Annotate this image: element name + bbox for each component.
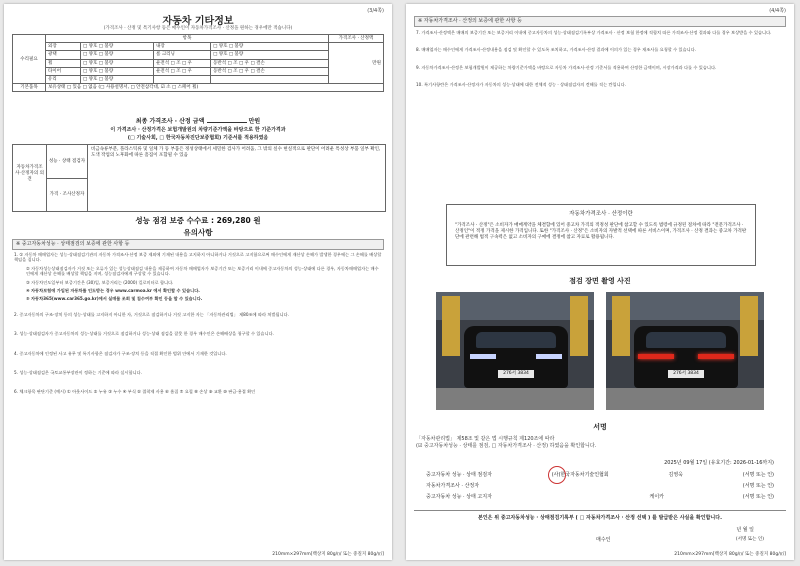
document-page-4 bbox=[406, 4, 794, 560]
repair-table bbox=[12, 34, 384, 92]
list-item: ④ 자동차보험에 가입된 자동차를 인도받는 경우 www.carmoa.kr 에서 확인할 수 있습니다. bbox=[26, 288, 200, 294]
price-header: 가격조사 · 산정액 bbox=[329, 35, 384, 43]
special-notes-box bbox=[12, 144, 386, 212]
page-footer: 210mm×297mm[백상지 80g/㎡ 또는 중질지 80g/㎡] bbox=[272, 552, 384, 557]
final-price-label: 최종 가격조사 · 산정 금액 bbox=[135, 118, 205, 125]
list-item: 2. 중고자동차의 구조·장치 등의 성능·상태를 고지하지 아니한 자, 거짓으로 점검하거나 거짓 고지한 자는 「자동차관리법」 제80조에 따라 처벌됩니다. bbox=[14, 311, 289, 317]
notice-title: 자동차가격조사 · 산정이란 bbox=[569, 211, 633, 217]
rear-photo bbox=[606, 292, 764, 410]
document-page-3 bbox=[4, 4, 392, 560]
list-item: ② 자동차성능상태점검자가 거짓 또는 오류가 있는 성능상태점검 내용을 제공하여 자동차 매매업자가 보증기간 또는 보증거리 이내에 중고자동차의 성능·상태에 다른 경우, 자동차매매업자는 매수인에게 제산상 손해를 배상할 책임을 지며, 성능점검자에게 구상할 수 있습니다. bbox=[26, 265, 379, 277]
signature-row: 중고자동차 성능 · 상태 점검자 (사)한국자동차기술인협회 김영욱 (서명 또는 인) bbox=[426, 472, 774, 478]
seal-stamp bbox=[548, 466, 566, 484]
table-row: 유리 □ 양호 □ 불량 bbox=[13, 75, 384, 83]
photo-title: 점검 장면 촬영 사진 bbox=[569, 277, 631, 285]
notice-paragraphs bbox=[14, 252, 382, 395]
list-item: 8. 매매업자는 매수인에게 가격조사·산정내용을 점검 및 확인할 수 있도록 조치하고, 가격조사·산정 결과에 이의가 있는 경우 재조사를 요청할 수 있습니다. bbox=[416, 47, 697, 53]
list-item: 9. 자동차가격조사·산정은 보험개발원이 제공하는 차량기준가액을 바탕으로 자동차 가격조사·산정 기준서를 적용하여 산정한 금액이며, 시장가격과 다를 수 있습니다. bbox=[416, 64, 717, 70]
special-sub-1: 성능 · 상태 점검자 bbox=[47, 145, 88, 179]
signature-row: 중고자동차 성능 · 상태 고지자 케이카 (서명 또는 인) bbox=[426, 494, 774, 500]
table-row: 타이어 □ 양호 □ 불량 운전석 □ 조 □ 우 동반석 □ 조 □ 우 □ 결손 bbox=[13, 67, 384, 75]
list-item: ③ 자동차인도일부터 보증기간은 (30)일, 보증거리는 (2000) 킬로미터로 합니다. bbox=[26, 279, 174, 285]
license-plate: 276서 3834 bbox=[498, 370, 534, 378]
page-title: 자동차 기타정보 bbox=[162, 16, 234, 27]
final-price-unit: 만원 bbox=[248, 118, 261, 125]
price-note: 이 가격조사 · 산정가격은 보험개발원의 차량기준가액을 바탕으로 한 기준가격과 bbox=[110, 127, 286, 133]
signature-block bbox=[426, 470, 774, 503]
list-item: 5. 성능·상태점검은 국토교통부장관이 정하는 기준에 따라 실시합니다. bbox=[14, 370, 142, 376]
buyer-signature: (서명 또는 인) bbox=[735, 537, 764, 542]
front-photo bbox=[436, 292, 594, 410]
list-item: ⑤ 자동차365(www.car365.go.kr)에서 실매물 조회 및 침수여부 확인 등을 할 수 있습니다. bbox=[26, 296, 203, 302]
section-header: ※ 자동차가격조사 · 산정의 보증에 관한 사항 등 bbox=[414, 16, 786, 27]
list-item: 4. 중고자동차에 인정된 사고 유무 및 특기사항은 점검자가 구조·장치 등을 직접 확인한 범위 안에서 기재한 것입니다. bbox=[14, 350, 227, 356]
receipt-date: 년 월 일 bbox=[736, 527, 754, 533]
table-header: 항목 bbox=[46, 35, 329, 43]
signature-row: 자동차가격조사 · 산정자 (서명 또는 인) bbox=[426, 483, 774, 489]
special-sub-2: 가격 · 조사산정자 bbox=[47, 178, 88, 211]
page-subtitle: (가격조사 · 산정 및 특기사항 등은 매수인이 자동차가격조사 · 산정을 원하는 경우에만 적습니다) bbox=[103, 26, 293, 31]
table-row: 광택 □ 양호 □ 불량 룸 크리닝 □ 양호 □ 불량 bbox=[13, 51, 384, 59]
special-label: 자동차가격조사·산정자의 의견 bbox=[13, 145, 47, 211]
table-row: 기본품목 보유상태 □ 있음 □ 없음 (□ 사용설명서, □ 안전삼각대, ☑ 소 □ 스페어 휠) bbox=[13, 84, 384, 92]
list-item: 6. 체크항목 판단기준 (예시) ① 아웃사이드 ② 누유 ③ 누수 ④ 부식 ⑤ 접착제 사용 ⑥ 흠집 ⑦ 요철 ⑧ 손상 ⑨ 교환 ⑩ 판금·용접 확인 bbox=[14, 389, 256, 395]
page-footer: 210mm×297mm[백상지 80g/㎡ 또는 중질지 80g/㎡] bbox=[674, 552, 786, 557]
list-item: 10. 특기사항란은 가격조사·산정자가 자동차의 성능·상태에 대한 전체적 성능 · 상태점검자의 견해를 적는 칸입니다. bbox=[416, 82, 626, 88]
license-plate: 276서 3834 bbox=[668, 370, 704, 378]
notice-text: "가격조사 · 산정"은 소비자가 매매계약을 체결함에 있어 중고차 가격의 적정성 판단에 참고할 수 있도록 법령에 규정된 절차에 따라 "전문가격조사 · 산정인"이 적정 가격을 제시한 가격입니다. 또한 "가격조사 · 산정"은 소비자의 자발적 선택에 따른 서비스이며, 가격조사 · 산정 결과는 중고차 가격판단에 관련해 법적 구속력은 없고 소비자의 구매에 결정에 참고 자료로 활용됩니다. bbox=[455, 223, 747, 240]
receipt-text: 본인은 위 중고자동차성능 · 상태점검기록부 ( □ 자동차가격조사 · 산정 선택 ) 를 발급받은 사실을 확인합니다. bbox=[478, 515, 722, 521]
notice-paragraphs bbox=[416, 30, 784, 88]
law-text: 「자동차관리법」 제58조 및 같은 법 시행규칙 제120조에 따라 (☑ 중고자동차성능 · 상태를 점검, □ 자동차가격조사 · 산정) 하였음을 확인합니다. bbox=[416, 436, 597, 449]
warranty-fee: 성능 점검 보증 수수료 : 269,280 원 bbox=[135, 216, 261, 225]
sign-date: 2025년 09월 17일 (유효기간: 2026-01-16까지) bbox=[664, 460, 774, 466]
table-row: 외장 □ 양호 □ 불량 내장 □ 양호 □ 불량 만원 bbox=[13, 43, 384, 51]
page-number: (4/4쪽) bbox=[769, 8, 786, 14]
section-label: 수리필요 bbox=[13, 35, 46, 84]
list-item: 1. ① 자동차 매매업자는 성능·상태점검기관의 자동차 가격조사·산정 보증 제외에 기재된 내용을 고지하지 아니하거나 거짓으로 고지함으로써 매수인에게 재산상 손해가 발생한 경우에는 그 손해를 배상할 책임을 집니다. bbox=[14, 252, 382, 263]
price-unit: 만원 bbox=[329, 43, 384, 84]
special-text: 비금속류부분, 플라스틱류 및 일체 가 등 부품은 정성상태에서 세밀한 검사가 어려움, 그 밖의 실수 현실적으로 판단이 어려운 특성상 부품 일부 확인, 도색 작업의 노후화에 따른 흠집이 포함될 수 있음 bbox=[91, 147, 381, 158]
sign-title: 서명 bbox=[593, 423, 607, 431]
table-row: 휠 □ 양호 □ 불량 운전석 □ 조 □ 우 동반석 □ 조 □ 우 □ 결손 bbox=[13, 59, 384, 67]
price-note-2: (□ 기술사회, □ 한국자동차진단보증협회) 기준서를 적용하였음 bbox=[127, 135, 269, 141]
list-item: 3. 성능·상태점검자가 중고자동차의 성능·상태를 거짓으로 점검하거나 성능·상태 점검을 잘못 한 경우 매수인은 손해배상을 청구할 수 있습니다. bbox=[14, 331, 274, 337]
buyer-label: 매수인 bbox=[596, 537, 611, 543]
list-item: 7. 가격조사·산정액은 매매의 보증기간 또는 보증거리 이내에 중고자동차의 성능·상태점검기록부상 가격조사 · 산정 보험 한정에 적합치 따른 가격조사·산정 결과와 다를 경우 보상받을 수 있습니다. bbox=[416, 30, 772, 35]
price-notice-box bbox=[446, 204, 756, 266]
notice-title: 유의사항 bbox=[183, 228, 213, 237]
section-header: ※ 중고자동차성능 · 상태점검의 보증에 관한 사항 등 bbox=[12, 239, 384, 250]
page-number: (3/4쪽) bbox=[367, 8, 384, 14]
